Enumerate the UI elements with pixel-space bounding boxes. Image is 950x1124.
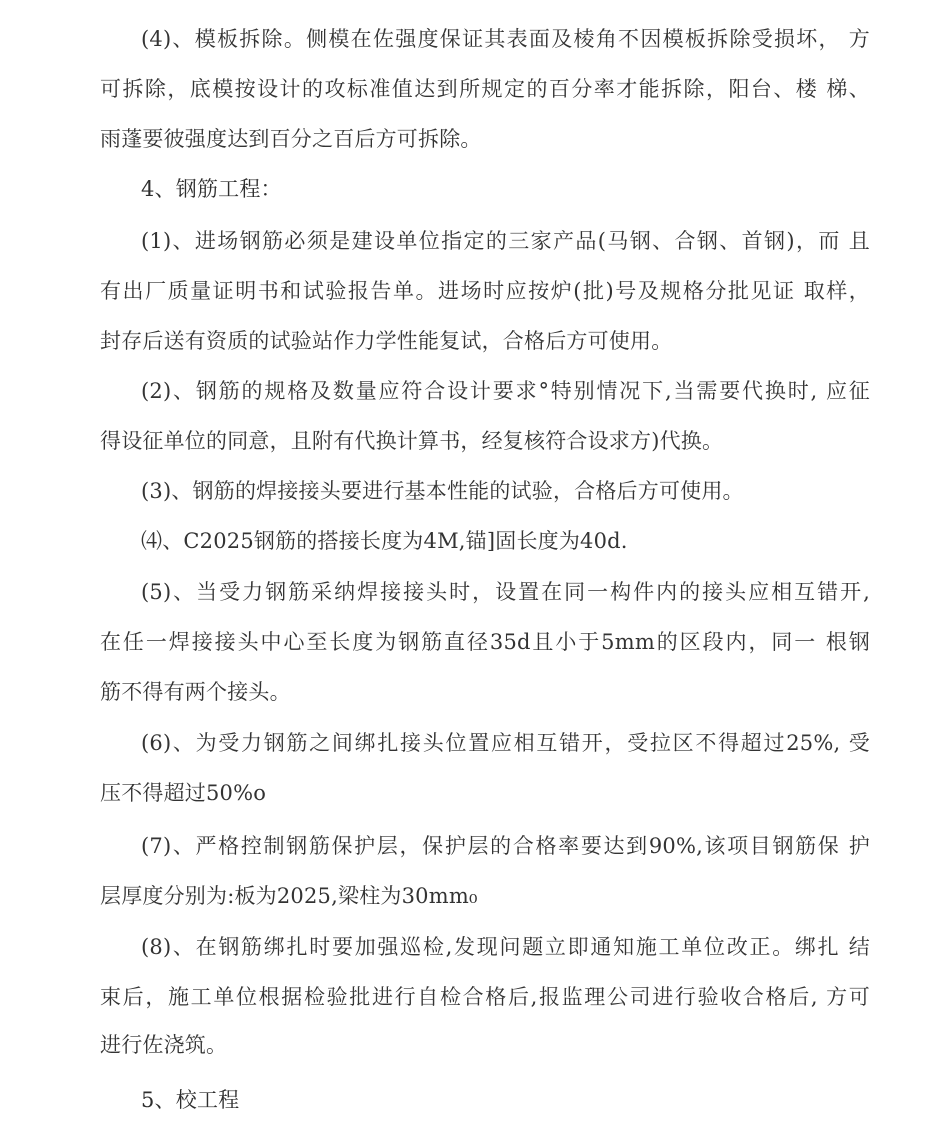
paragraph-line: (1)、进场钢筋必须是建设单位指定的三家产品(马钢、合钢、首钢)，而 且: [141, 229, 870, 253]
paragraph-line: (6)、为受力钢筋之间绑扎接头位置应相互错开，受拉区不得超过25%, 受: [141, 731, 870, 755]
paragraph-line: ⑷、C2025钢筋的搭接长度为4M,锚]固长度为40d.: [141, 529, 628, 553]
paragraph-line: 雨蓬要彼强度达到百分之百后方可拆除。: [100, 127, 482, 151]
paragraph-line: 层厚度分别为:板为2025,梁柱为30mm₀: [100, 884, 478, 908]
paragraph-line: 得设征单位的同意，且附有代换计算书，经复核符合设求方)代换。: [100, 429, 724, 453]
paragraph-line: (3)、钢筋的焊接接头要进行基本性能的试验，合格后方可使用。: [141, 479, 744, 503]
paragraph-line: 筋不得有两个接头。: [100, 680, 291, 704]
paragraph-line: 可拆除，底模按设计的攻标准值达到所规定的百分率才能拆除，阳台、楼 梯、: [100, 77, 870, 101]
section-heading: 4、钢筋工程：: [141, 177, 282, 201]
paragraph-line: (7)、严格控制钢筋保护层，保护层的合格率要达到90%,该项目钢筋保 护: [141, 834, 870, 858]
paragraph-line: 封存后送有资质的试验站作力学性能复试，合格后方可使用。: [100, 329, 673, 353]
paragraph-line: 进行佐浇筑。: [100, 1033, 228, 1057]
paragraph-line: 束后，施工单位根据检验批进行自检合格后,报监理公司进行验收合格后, 方可: [100, 985, 870, 1009]
section-heading: 5、校工程: [141, 1088, 240, 1112]
paragraph-line: (5)、当受力钢筋采纳焊接接头时，设置在同一构件内的接头应相互错开,: [141, 580, 870, 604]
paragraph-line: 压不得超过50%o: [100, 781, 267, 805]
paragraph-line: 在任一焊接接头中心至长度为钢筋直径35d且小于5mm的区段内，同一 根钢: [100, 630, 870, 654]
paragraph-line: (8)、在钢筋绑扎时要加强巡检,发现问题立即通知施工单位改正。绑扎 结: [141, 935, 870, 959]
paragraph-line: (2)、钢筋的规格及数量应符合设计要求°特别情况下,当需要代换时, 应征: [141, 379, 870, 403]
paragraph-line: 有出厂质量证明书和试验报告单。进场时应按炉(批)号及规格分批见证 取样，: [100, 279, 870, 303]
paragraph-line: (4)、模板拆除。侧模在佐强度保证其表面及棱角不因模板拆除受损坏， 方: [141, 27, 870, 51]
